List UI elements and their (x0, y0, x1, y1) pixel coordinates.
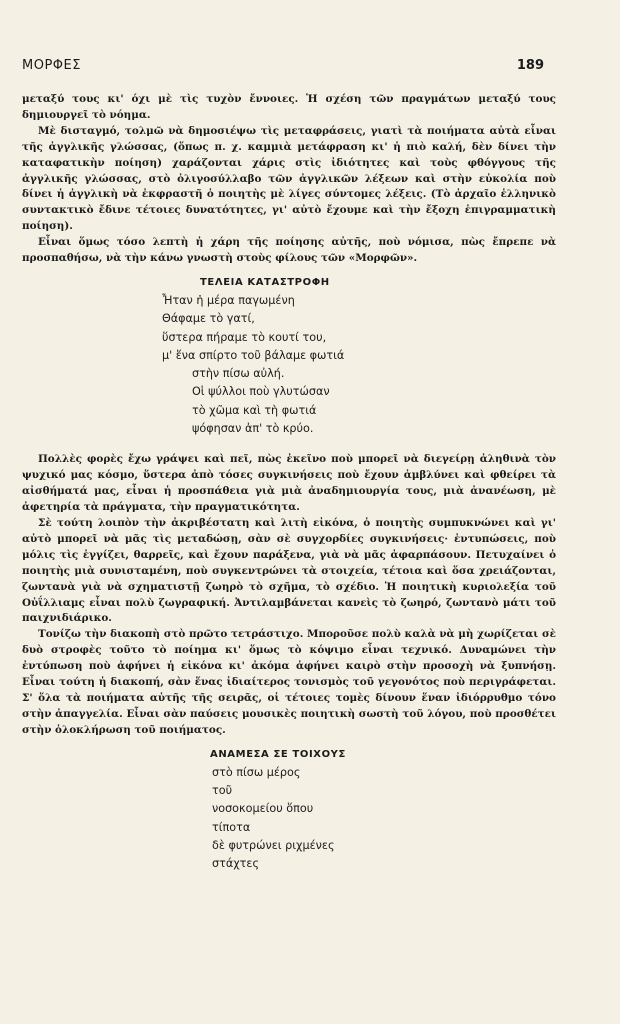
poem (22, 292, 556, 438)
page-header (22, 58, 544, 76)
poem-line: τίποτα (212, 820, 251, 834)
poem-line: νοσοκομείου ὅπου (212, 802, 314, 816)
poem-line: Θάφαμε τὸ γατί, (162, 312, 255, 326)
paragraph: Εἶναι ὅμως τόσο λεπτὴ ἡ χάρη τῆς ποίησης αὐτῆς, ποὺ νόμισα, πὼς ἔπρεπε νὰ προσπαθήσω, νὰ τὴν κάνω γνωστὴ στοὺς φίλους τῶν «Μορφῶν». (22, 236, 556, 265)
poem-line: Οἱ ψύλλοι ποὺ γλυτώσαν (192, 385, 330, 399)
poem-line: ὕστερα πήραμε τὸ κουτί του, (162, 330, 327, 344)
running-title: ΜΟΡΦΕΣ (22, 58, 81, 73)
poem-line: στὴν πίσω αὐλή. (192, 367, 285, 381)
poem-line: τοῦ (212, 783, 233, 797)
paragraph: Πολλὲς φορὲς ἔχω γράψει καὶ πεῖ, πὼς ἐκεῖνο ποὺ μπορεῖ νὰ διεγείρῃ ἀληθινὰ τὸν ψυχικό μας κόσμο, ὕστερα ἀπὸ τόσες συγκινήσεις ποὺ ἔχουν ἀμβλύνει καὶ φθείρει τὰ αἰσθήματά μας, εἶναι ἡ προσπάθεια γιὰ μιὰ ἀναδημιουργία τους, μιὰ ἀνανέωση, μὲ ἀφετηρία τὰ πράγματα, τὴν πραγματικότητα. (22, 453, 556, 514)
paragraph: Μὲ δισταγμό, τολμῶ νὰ δημοσιέψω τὶς μεταφράσεις, γιατὶ τὰ ποιήματα αὐτὰ εἶναι τῆς ἀγγλικῆς γλώσσας, (ὅπως π. χ. καμμιὰ μετάφραση κι' ἡ πιὸ καλή, δὲν δίνει τὴν καταφατικὴν ποίηση) χαράζονται χάρις στὶς ἰδιότητες καὶ τοὺς φθόγγους τῆς ἀγγλικῆς γλώσσας, στὸ ὀλιγοσύλλαβο τῶν ἀγγλικῶν λέξεων καὶ στὴν εὐκολία ποὺ δίνει ἡ ἀγγλικὴ νὰ ἐκφραστῆ ὁ ποιητὴς μὲ λίγες σύντομες λέξεις. (Τὸ ἀρχαῖο ἑλληνικὸ συντακτικὸ ἔδινε τέτοιες δυνατότητες, γι' αὐτὸ ἔχουμε καὶ τὴν ἔξοχη ἐπιγραμματικὴ ποίηση). (22, 124, 556, 233)
page-body (22, 92, 556, 877)
paragraph: μεταξύ τους κι' όχι μὲ τὶς τυχὸν ἔννοιες. Ἡ σχέση τῶν πραγμάτων μεταξύ τους δημιουργεῖ τὸ νόημα. (22, 93, 556, 121)
poem-line: τὸ χῶμα καὶ τὴ φωτιά (192, 403, 317, 417)
poem-line: στὸ πίσω μέρος (212, 765, 301, 779)
poem-title: ΤΕΛΕΙΑ ΚΑΤΑΣΤΡΟΦΗ (200, 276, 330, 288)
poem (22, 764, 556, 874)
poem-line: ψόφησαν ἀπ' τὸ κρύο. (192, 422, 314, 436)
poem-title: ΑΝΑΜΕΣΑ ΣΕ ΤΟΙΧΟΥΣ (210, 748, 346, 760)
poem-line: στάχτες (212, 857, 260, 871)
poem-line: Ἦταν ἡ μέρα παγωμένη (162, 293, 295, 307)
paragraph: Σὲ τούτη λοιπὸν τὴν ἀκριβέστατη καὶ λιτὴ εἰκόνα, ὁ ποιητὴς συμπυκνώνει καὶ γι' αὐτὸ μπορεῖ νὰ μᾶς τὶς μεταδώσῃ, σὰν σὲ συγχορδίες συγκινήσεις· ἐντυπώσεις, ποὺ μόλις τὶς ἐγγίζει, θαρρεῖς, καὶ ἔχουν παράξενα, γιὰ νὰ μᾶς ἀφαρπάσουν. Πετυχαίνει ὁ ποιητὴς μιὰ συνισταμένη, ποὺ συγκεντρώνει τὰ στοιχεία, τέτοια καὶ ὅσα χρειάζονται, ζωντανὰ γιὰ νὰ σχηματιστῇ ζωηρὸ τὸ σχῆμα, τὸ σχέδιο. Ἡ ποιητικὴ κυριολεξία τοῦ Οὐΐλλιαμς εἶναι πολὺ ζωγραφική. Ἀντιλαμβάνεται κανεὶς τὸ ζωηρό, ζωντανὸ μάτι τοῦ παιχνιδιάρικο. (22, 516, 556, 625)
poem-line: δὲ φυτρώνει ριχμένες (212, 838, 335, 852)
paragraph: Τονίζω τὴν διακοπὴ στὸ πρῶτο τετράστιχο. Μποροῦσε πολὺ καλὰ νὰ μὴ χωρίζεται σὲ δυὸ στροφὲς τοῦτο τὸ ποίημα κι' ὅμως τὸ κόψιμο εἶναι τεχνικό. Δυναμώνει τὴν ἐντύπωση ποὺ ἀφήνει ἡ εἰκόνα κι' ἀκόμα ἀφήνει καιρὸ στὴν προσοχὴ νὰ ξυπνήσῃ. Εἶναι τούτη ἡ διακοπή, σὰν ἕνας ἰδιαίτερος τονισμὸς τοῦ γεγονότος ποὺ περιγράφεται. Σ' ὅλα τὰ ποιήματα αὐτῆς τῆς σειρᾶς, οἱ τέτοιες τομὲς δίνουν ἕναν ἰδιόρρυθμο τόνο στὴν ἀπαγγελία. Εἶναι σὰν παύσεις μουσικὲς ποιητικὴ σωστὴ τοῦ λόγου, ποὺ προσθέτει στὴν ὁλοκλήρωση τοῦ ποιήματος. (22, 628, 556, 736)
poem-line: μ' ἕνα σπίρτο τοῦ βάλαμε φωτιά (162, 348, 345, 362)
page-number: 189 (516, 58, 544, 73)
